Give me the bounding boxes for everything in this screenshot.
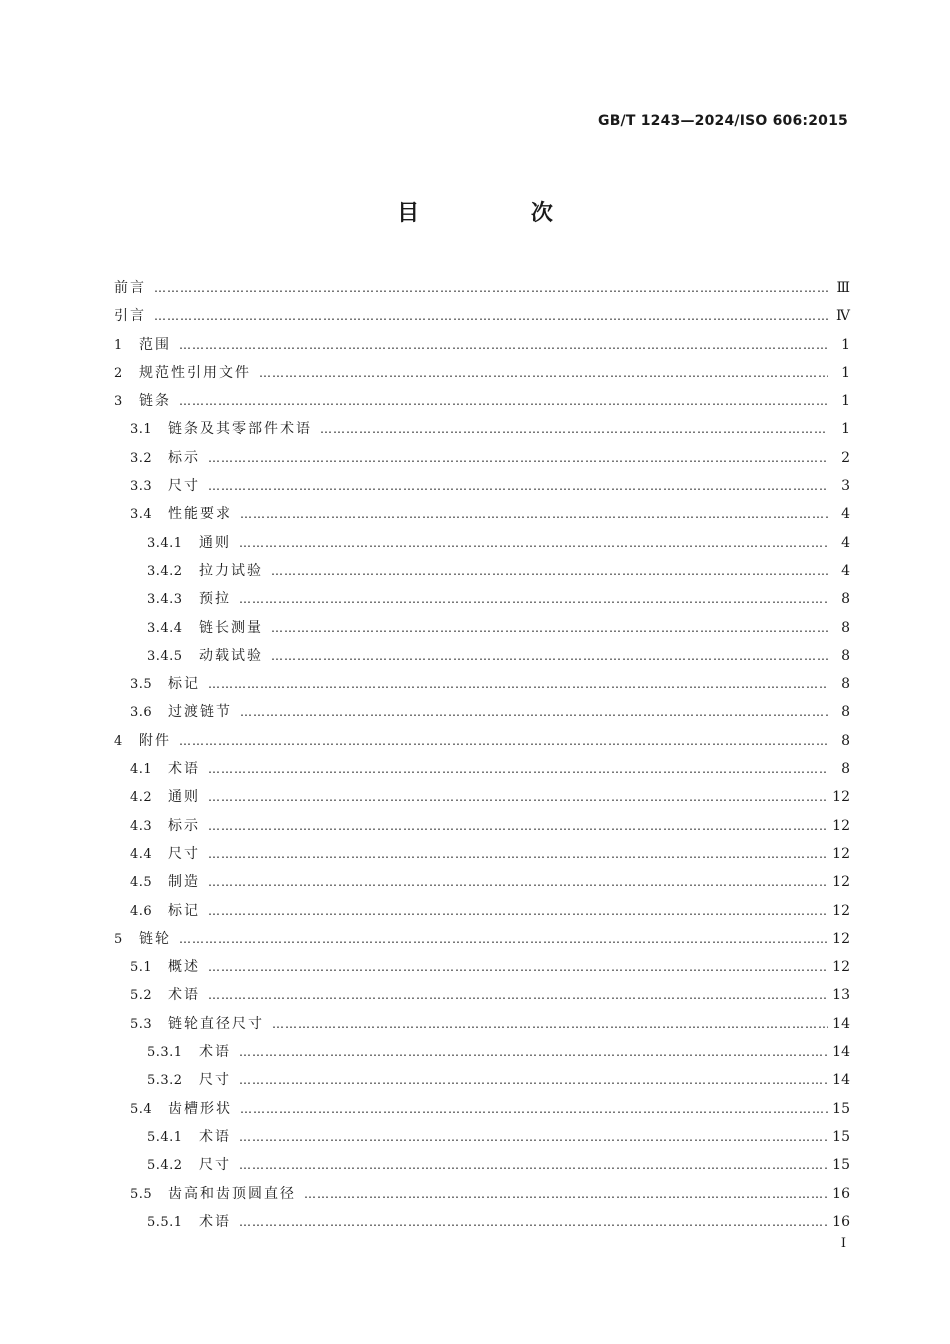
dot-leader bbox=[208, 812, 828, 840]
toc-entry-page: 15 bbox=[832, 1128, 850, 1145]
dot-leader bbox=[271, 614, 828, 642]
table-of-contents bbox=[114, 274, 850, 1236]
dot-leader bbox=[179, 925, 828, 953]
page-number: I bbox=[840, 1236, 846, 1251]
toc-entry[interactable] bbox=[114, 925, 850, 953]
toc-entry-title: 齿高和齿顶圆直径 bbox=[168, 1185, 296, 1202]
toc-entry-number: 3.2 bbox=[130, 450, 153, 466]
toc-entry-page: Ⅳ bbox=[836, 308, 850, 325]
toc-entry-page: 8 bbox=[841, 619, 850, 636]
toc-entry-title: 标示 bbox=[168, 817, 200, 834]
toc-entry-title: 链轮直径尺寸 bbox=[168, 1015, 264, 1032]
dot-leader bbox=[154, 302, 828, 330]
toc-entry[interactable] bbox=[114, 1095, 850, 1123]
toc-entry-title: 齿槽形状 bbox=[168, 1100, 232, 1117]
toc-entry-number: 3.5 bbox=[130, 677, 153, 693]
toc-entry-number: 3.3 bbox=[130, 479, 153, 495]
toc-entry-number: 3.4.4 bbox=[147, 620, 183, 636]
toc-entry[interactable] bbox=[114, 698, 850, 726]
toc-entry-title: 拉力试验 bbox=[199, 562, 263, 579]
toc-entry-number: 3.4 bbox=[130, 507, 153, 523]
toc-entry[interactable] bbox=[114, 812, 850, 840]
toc-entry-page: 16 bbox=[832, 1213, 850, 1230]
toc-entry[interactable] bbox=[114, 585, 850, 613]
toc-entry-number: 3.4.1 bbox=[147, 535, 183, 551]
toc-entry-page: 2 bbox=[841, 449, 850, 466]
standard-code: GB/T 1243—2024/ISO 606:2015 bbox=[598, 113, 848, 129]
toc-entry-page: 1 bbox=[841, 421, 850, 438]
dot-leader bbox=[208, 472, 828, 500]
toc-entry-title: 预拉 bbox=[199, 591, 231, 608]
dot-leader bbox=[154, 274, 828, 302]
toc-entry-page: 15 bbox=[832, 1157, 850, 1174]
dot-leader bbox=[240, 1095, 828, 1123]
toc-entry-title: 术语 bbox=[168, 761, 200, 778]
dot-leader bbox=[239, 1123, 828, 1151]
dot-leader bbox=[179, 331, 828, 359]
toc-entry-title: 概述 bbox=[168, 959, 200, 976]
dot-leader bbox=[208, 444, 828, 472]
toc-entry-page: 8 bbox=[841, 704, 850, 721]
toc-entry[interactable] bbox=[114, 415, 850, 443]
toc-entry-title: 动载试验 bbox=[199, 647, 263, 664]
toc-entry-page: 12 bbox=[832, 845, 850, 862]
toc-entry-title: 标记 bbox=[168, 902, 200, 919]
toc-entry[interactable] bbox=[114, 614, 850, 642]
toc-entry-number: 3.4.2 bbox=[147, 563, 183, 579]
toc-entry-title: 尺寸 bbox=[168, 478, 200, 495]
toc-entry[interactable] bbox=[114, 500, 850, 528]
toc-entry[interactable] bbox=[114, 557, 850, 585]
toc-entry[interactable] bbox=[114, 1066, 850, 1094]
toc-entry-title: 链轮 bbox=[139, 930, 171, 947]
dot-leader bbox=[240, 698, 828, 726]
dot-leader bbox=[304, 1180, 828, 1208]
toc-entry-title: 术语 bbox=[199, 1044, 231, 1061]
toc-entry-number: 5.4.2 bbox=[147, 1158, 183, 1174]
dot-leader bbox=[239, 1151, 828, 1179]
toc-entry-page: 12 bbox=[832, 817, 850, 834]
toc-entry[interactable] bbox=[114, 755, 850, 783]
toc-entry-number: 4.2 bbox=[130, 790, 153, 806]
toc-entry-title: 链条及其零部件术语 bbox=[168, 421, 312, 438]
toc-entry[interactable] bbox=[114, 642, 850, 670]
toc-entry[interactable] bbox=[114, 359, 850, 387]
toc-entry-page: 8 bbox=[841, 761, 850, 778]
toc-entry-page: 1 bbox=[841, 393, 850, 410]
toc-entry-title: 范围 bbox=[139, 336, 171, 353]
dot-leader bbox=[179, 387, 828, 415]
toc-entry-number: 3.4.5 bbox=[147, 648, 183, 664]
toc-entry-number: 1 bbox=[114, 337, 123, 353]
dot-leader bbox=[271, 642, 828, 670]
toc-entry[interactable] bbox=[114, 529, 850, 557]
dot-leader bbox=[208, 840, 828, 868]
toc-entry[interactable] bbox=[114, 981, 850, 1009]
toc-entry-title: 尺寸 bbox=[199, 1157, 231, 1174]
toc-entry-page: 4 bbox=[841, 506, 850, 523]
toc-entry-number: 4.5 bbox=[130, 875, 153, 891]
toc-entry[interactable] bbox=[114, 1151, 850, 1179]
dot-leader bbox=[208, 755, 828, 783]
toc-entry-number: 3.1 bbox=[130, 422, 153, 438]
dot-leader bbox=[239, 1066, 828, 1094]
toc-entry[interactable] bbox=[114, 274, 850, 302]
toc-entry-page: Ⅲ bbox=[836, 280, 850, 296]
toc-entry-number: 2 bbox=[114, 365, 123, 381]
toc-entry-number: 5.4.1 bbox=[147, 1129, 183, 1145]
toc-entry-number: 5.4 bbox=[130, 1101, 153, 1117]
toc-entry[interactable] bbox=[114, 1038, 850, 1066]
dot-leader bbox=[239, 529, 828, 557]
toc-entry[interactable] bbox=[114, 727, 850, 755]
toc-entry-number: 5 bbox=[114, 931, 123, 947]
toc-entry-title: 前言 bbox=[114, 280, 146, 296]
toc-entry-title: 通则 bbox=[199, 534, 231, 551]
toc-entry-number: 4.3 bbox=[130, 818, 153, 834]
dot-leader bbox=[179, 727, 828, 755]
toc-entry[interactable] bbox=[114, 953, 850, 981]
dot-leader bbox=[208, 670, 828, 698]
toc-entry[interactable] bbox=[114, 1180, 850, 1208]
dot-leader bbox=[208, 868, 828, 896]
toc-entry-number: 5.2 bbox=[130, 988, 153, 1004]
toc-entry-title: 通则 bbox=[168, 789, 200, 806]
toc-entry[interactable] bbox=[114, 670, 850, 698]
toc-entry[interactable] bbox=[114, 783, 850, 811]
toc-entry-title: 规范性引用文件 bbox=[139, 364, 251, 381]
toc-entry-title: 制造 bbox=[168, 874, 200, 891]
toc-entry-page: 12 bbox=[832, 930, 850, 947]
dot-leader bbox=[208, 783, 828, 811]
toc-entry[interactable] bbox=[114, 472, 850, 500]
toc-entry-page: 12 bbox=[832, 789, 850, 806]
toc-entry-page: 8 bbox=[841, 732, 850, 749]
toc-entry-page: 16 bbox=[832, 1185, 850, 1202]
dot-leader bbox=[271, 557, 828, 585]
toc-entry[interactable] bbox=[114, 444, 850, 472]
toc-entry-page: 8 bbox=[841, 591, 850, 608]
toc-entry-number: 5.5 bbox=[130, 1186, 153, 1202]
toc-entry[interactable] bbox=[114, 1123, 850, 1151]
toc-entry-number: 5.3 bbox=[130, 1016, 153, 1032]
toc-entry-title: 术语 bbox=[199, 1128, 231, 1145]
toc-entry-title: 尺寸 bbox=[199, 1072, 231, 1089]
toc-entry[interactable] bbox=[114, 302, 850, 330]
toc-entry-number: 3 bbox=[114, 394, 123, 410]
toc-entry-page: 8 bbox=[841, 676, 850, 693]
toc-entry-page: 13 bbox=[832, 987, 850, 1004]
toc-entry-page: 12 bbox=[832, 902, 850, 919]
toc-entry[interactable] bbox=[114, 1208, 850, 1236]
toc-entry-title: 链条 bbox=[139, 393, 171, 410]
toc-entry[interactable] bbox=[114, 1010, 850, 1038]
toc-entry-number: 5.3.2 bbox=[147, 1073, 183, 1089]
toc-entry-title: 标示 bbox=[168, 449, 200, 466]
toc-entry-page: 3 bbox=[841, 478, 850, 495]
toc-entry-page: 4 bbox=[841, 562, 850, 579]
toc-entry-number: 3.4.3 bbox=[147, 592, 183, 608]
toc-entry-title: 附件 bbox=[139, 732, 171, 749]
toc-entry-title: 术语 bbox=[199, 1213, 231, 1230]
toc-entry-number: 5.1 bbox=[130, 960, 153, 976]
toc-entry-title: 引言 bbox=[114, 308, 146, 325]
toc-entry-title: 过渡链节 bbox=[168, 704, 232, 721]
toc-entry-title: 标记 bbox=[168, 676, 200, 693]
toc-entry[interactable] bbox=[114, 840, 850, 868]
toc-entry-page: 14 bbox=[832, 1072, 850, 1089]
toc-entry-title: 性能要求 bbox=[168, 506, 232, 523]
toc-entry-number: 4 bbox=[114, 733, 123, 749]
toc-entry[interactable] bbox=[114, 868, 850, 896]
toc-entry-number: 3.6 bbox=[130, 705, 153, 721]
dot-leader bbox=[272, 1010, 828, 1038]
dot-leader bbox=[259, 359, 828, 387]
toc-entry[interactable] bbox=[114, 387, 850, 415]
dot-leader bbox=[208, 981, 828, 1009]
page-title: 目 次 bbox=[397, 201, 605, 226]
toc-entry-page: 1 bbox=[841, 364, 850, 381]
toc-entry-page: 12 bbox=[832, 874, 850, 891]
toc-entry-page: 4 bbox=[841, 534, 850, 551]
dot-leader bbox=[239, 1208, 828, 1236]
dot-leader bbox=[208, 953, 828, 981]
toc-entry[interactable] bbox=[114, 331, 850, 359]
toc-entry-page: 12 bbox=[832, 959, 850, 976]
toc-entry-title: 术语 bbox=[168, 987, 200, 1004]
toc-entry-number: 5.5.1 bbox=[147, 1214, 183, 1230]
toc-entry-number: 4.4 bbox=[130, 846, 153, 862]
dot-leader bbox=[239, 1038, 828, 1066]
toc-entry-number: 5.3.1 bbox=[147, 1045, 183, 1061]
toc-entry-title: 链长测量 bbox=[199, 619, 263, 636]
toc-entry-page: 1 bbox=[841, 336, 850, 353]
toc-entry-page: 8 bbox=[841, 647, 850, 664]
toc-entry-page: 14 bbox=[832, 1044, 850, 1061]
toc-entry-number: 4.6 bbox=[130, 903, 153, 919]
dot-leader bbox=[240, 500, 828, 528]
toc-entry-page: 14 bbox=[832, 1015, 850, 1032]
toc-entry-title: 尺寸 bbox=[168, 845, 200, 862]
dot-leader bbox=[320, 415, 828, 443]
dot-leader bbox=[239, 585, 828, 613]
toc-entry-number: 4.1 bbox=[130, 762, 153, 778]
toc-entry[interactable] bbox=[114, 897, 850, 925]
toc-entry-page: 15 bbox=[832, 1100, 850, 1117]
dot-leader bbox=[208, 897, 828, 925]
